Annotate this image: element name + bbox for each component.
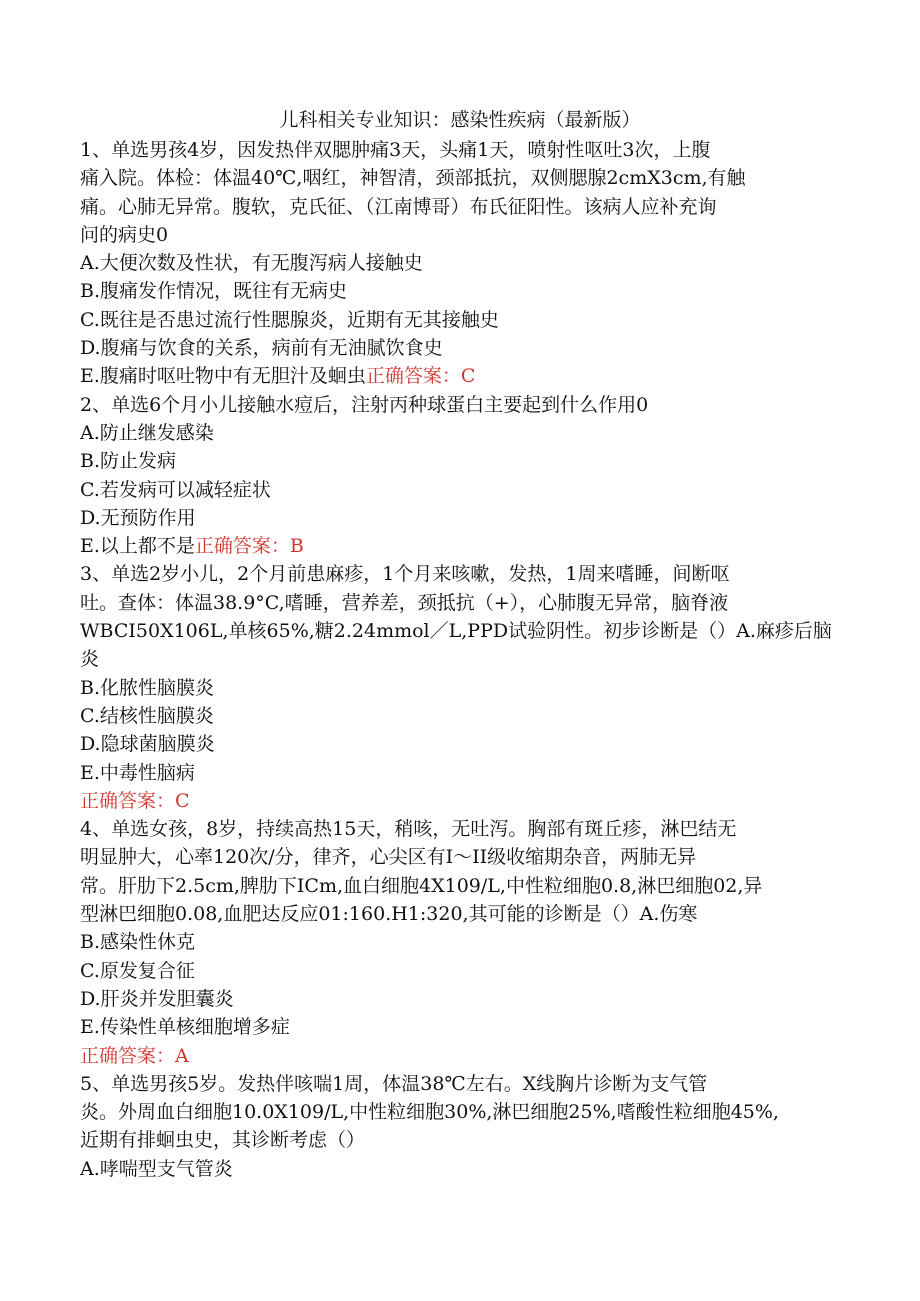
option-e: E.中毒性脑病	[80, 761, 195, 784]
option-c: C.若发病可以减轻症状	[80, 478, 271, 501]
question-stem-line: 明显肿大，心率120次/分，律齐，心尖区有I～II级收缩期杂音，两肺无异	[80, 846, 697, 869]
question-3	[80, 560, 840, 815]
correct-answer: 正确答案：B	[194, 535, 304, 558]
question-stem-line: 4、单选女孩，8岁，持续高热15天，稍咳，无吐泻。胸部有斑丘疹，淋巴结无	[80, 818, 737, 841]
question-stem-line: 2、单选6个月小儿接触水痘后，注射丙种球蛋白主要起到什么作用0	[80, 393, 649, 416]
option-e-with-answer	[80, 362, 840, 390]
correct-answer: 正确答案：A	[80, 1044, 189, 1067]
question-stem-line: 1、单选男孩4岁，因发热伴双腮肿痛3天，头痛1天，喷射性呕吐3次，上腹	[80, 139, 711, 161]
question-stem-line: 常。肝肋下2.5cm,脾肋下ICm,血白细胞4X109/L,中性粒细胞0.8,淋巴细胞02,异	[80, 874, 763, 897]
correct-answer: 正确答案：C	[80, 789, 190, 812]
question-stem-line: 吐。查体：体温38.9°C,嗜睡，营养差，颈抵抗（+），心肺腹无异常，脑脊液	[80, 591, 729, 614]
option-e: E.腹痛时呕吐物中有无胆汁及蛔虫	[80, 365, 366, 388]
question-stem-line: 炎。外周血白细胞10.0X109/L,中性粒细胞30%,淋巴细胞25%,嗜酸性粒细胞45%,	[80, 1101, 779, 1124]
question-stem-line: WBCI50X106L,单核65%,糖2.24mmol／L,PPD试验阴性。初步诊断是（）A.麻疹后脑	[80, 620, 832, 643]
option-b: B.腹痛发作情况，既往有无病史	[80, 280, 348, 303]
question-4	[80, 815, 840, 1070]
option-b: B.化脓性脑膜炎	[80, 676, 215, 699]
option-a: A.哮喘型支气管炎	[80, 1157, 233, 1180]
option-d: D.隐球菌脑膜炎	[80, 733, 215, 756]
option-c: C.原发复合征	[80, 959, 195, 982]
question-stem-line: 近期有排蛔虫史，其诊断考虑（）	[80, 1129, 366, 1152]
option-a: A.防止继发感染	[80, 421, 214, 444]
option-c: C.既往是否患过流行性腮腺炎，近期有无其接触史	[80, 308, 499, 331]
question-5	[80, 1070, 840, 1183]
option-d: D.无预防作用	[80, 506, 196, 529]
option-d: D.腹痛与饮食的关系，病前有无油腻饮食史	[80, 337, 443, 360]
option-c: C.结核性脑膜炎	[80, 704, 214, 727]
question-stem-line: 型淋巴细胞0.08,血肥达反应01:160.H1:320,其可能的诊断是（）A.伤寒	[80, 903, 698, 926]
correct-answer: 正确答案：C	[365, 365, 476, 388]
question-2	[80, 391, 840, 561]
question-1	[80, 136, 840, 391]
question-stem-line: 问的病史0	[80, 223, 169, 246]
option-b: B.防止发病	[80, 450, 177, 473]
document-title: 儿科相关专业知识：感染性疾病（最新版）	[279, 109, 641, 131]
question-stem-line: 3、单选2岁小儿，2个月前患麻疹，1个月来咳嗽，发热，1周来嗜睡，间断呕	[80, 563, 730, 586]
question-stem-line: 5、单选男孩5岁。发热伴咳喘1周，体温38℃左右。X线胸片诊断为支气管	[80, 1072, 708, 1095]
option-a: A.大便次数及性状，有无腹泻病人接触史	[80, 252, 423, 275]
option-d: D.肝炎并发胆囊炎	[80, 987, 234, 1010]
question-stem-line: 炎	[80, 648, 100, 671]
question-stem-line: 痛。心肺无异常。腹软，克氏征、（江南博哥）布氏征阳性。该病人应补充询	[80, 195, 717, 218]
option-b: B.感染性休克	[80, 931, 196, 954]
document-body	[80, 136, 840, 1183]
option-e: E.传染性单核细胞增多症	[80, 1016, 290, 1039]
question-stem-line: 痛入院。体检：体温40℃,咽红，神智清，颈部抵抗，双侧腮腺2cmX3cm,有触	[80, 167, 746, 190]
option-e: E.以上都不是	[80, 535, 195, 558]
option-e-with-answer	[80, 532, 840, 560]
